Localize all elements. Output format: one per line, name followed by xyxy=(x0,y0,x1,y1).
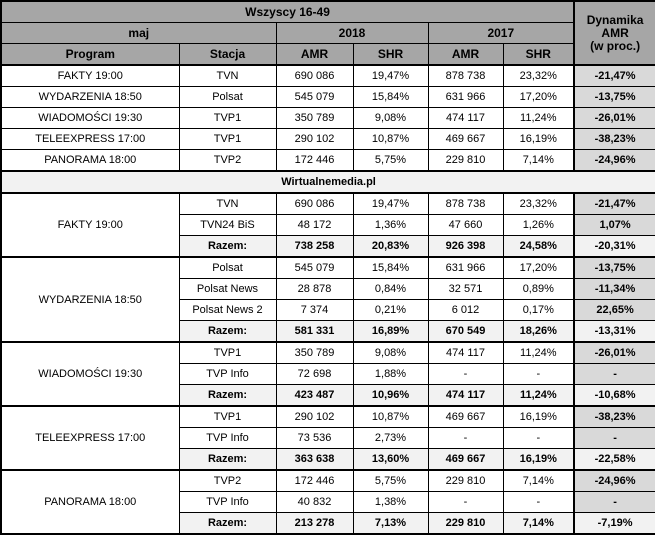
summary-row xyxy=(1,150,655,172)
amr-2018-cell: 72 698 xyxy=(276,364,353,385)
program-cell: FAKTY 19:00 xyxy=(1,65,179,87)
station-cell: TVP2 xyxy=(179,150,276,172)
amr-2017-cell: 32 571 xyxy=(428,279,503,300)
amr-2018-cell: 172 446 xyxy=(276,470,353,492)
total-shr-2017-cell: 24,58% xyxy=(503,236,574,258)
amr-2018-column-header: AMR xyxy=(276,44,353,66)
dynamics-cell: -38,23% xyxy=(574,406,655,428)
shr-2017-cell: 16,19% xyxy=(503,406,574,428)
month-header-cell: maj xyxy=(1,23,276,44)
station-cell: TVP Info xyxy=(179,492,276,513)
shr-2018-cell: 0,21% xyxy=(353,300,428,321)
amr-2018-cell: 350 789 xyxy=(276,108,353,129)
dynamics-header-cell xyxy=(574,1,655,65)
total-amr-2017-cell: 926 398 xyxy=(428,236,503,258)
shr-2018-cell: 1,36% xyxy=(353,215,428,236)
amr-2018-cell: 290 102 xyxy=(276,129,353,150)
total-amr-2018-cell: 738 258 xyxy=(276,236,353,258)
program-column-header: Program xyxy=(1,44,179,66)
program-cell: TELEEXPRESS 17:00 xyxy=(1,129,179,150)
total-amr-2018-cell: 423 487 xyxy=(276,385,353,407)
total-label-cell: Razem: xyxy=(179,321,276,343)
shr-2017-cell: - xyxy=(503,492,574,513)
program-cell: PANORAMA 18:00 xyxy=(1,150,179,172)
shr-2017-cell: 23,32% xyxy=(503,193,574,215)
shr-2017-cell: 16,19% xyxy=(503,129,574,150)
shr-2018-cell: 1,88% xyxy=(353,364,428,385)
section-row xyxy=(1,470,655,492)
shr-2017-cell: 23,32% xyxy=(503,65,574,87)
total-shr-2018-cell: 7,13% xyxy=(353,513,428,535)
amr-2017-cell: 469 667 xyxy=(428,406,503,428)
amr-2017-cell: 474 117 xyxy=(428,342,503,364)
shr-2017-cell: - xyxy=(503,428,574,449)
amr-2017-column-header: AMR xyxy=(428,44,503,66)
dynamics-cell: - xyxy=(574,492,655,513)
source-cell: Wirtualnemedia.pl xyxy=(1,171,655,193)
dynamics-cell: -11,34% xyxy=(574,279,655,300)
amr-2017-cell: 47 660 xyxy=(428,215,503,236)
total-label-cell: Razem: xyxy=(179,513,276,535)
station-cell: TVP1 xyxy=(179,406,276,428)
shr-2018-cell: 15,84% xyxy=(353,87,428,108)
shr-2018-cell: 9,08% xyxy=(353,342,428,364)
shr-2018-cell: 2,73% xyxy=(353,428,428,449)
shr-2018-cell: 5,75% xyxy=(353,470,428,492)
amr-2017-cell: - xyxy=(428,492,503,513)
summary-row xyxy=(1,129,655,150)
amr-2017-cell: 474 117 xyxy=(428,108,503,129)
total-amr-2017-cell: 670 549 xyxy=(428,321,503,343)
year-2017-header-cell: 2017 xyxy=(428,23,574,44)
dynamics-cell: -26,01% xyxy=(574,342,655,364)
dynamics-cell: -13,75% xyxy=(574,87,655,108)
program-cell: WIADOMOŚCI 19:30 xyxy=(1,108,179,129)
shr-2017-cell: 0,17% xyxy=(503,300,574,321)
program-cell: FAKTY 19:00 xyxy=(1,193,179,257)
total-dynamics-cell: -10,68% xyxy=(574,385,655,407)
amr-2018-cell: 40 832 xyxy=(276,492,353,513)
total-label-cell: Razem: xyxy=(179,385,276,407)
station-cell: TVP1 xyxy=(179,129,276,150)
summary-row xyxy=(1,65,655,87)
total-dynamics-cell: -22,58% xyxy=(574,449,655,471)
dynamics-cell: -38,23% xyxy=(574,129,655,150)
dynamics-cell: - xyxy=(574,428,655,449)
program-cell: TELEEXPRESS 17:00 xyxy=(1,406,179,470)
summary-row xyxy=(1,108,655,129)
station-cell: TVP2 xyxy=(179,470,276,492)
amr-2017-cell: - xyxy=(428,428,503,449)
amr-2018-cell: 545 079 xyxy=(276,257,353,279)
program-cell: WYDARZENIA 18:50 xyxy=(1,257,179,342)
station-cell: TVP Info xyxy=(179,364,276,385)
amr-2017-cell: 878 738 xyxy=(428,65,503,87)
shr-2017-cell: 11,24% xyxy=(503,108,574,129)
shr-2017-cell: - xyxy=(503,364,574,385)
shr-2018-cell: 19,47% xyxy=(353,65,428,87)
amr-2017-cell: 631 966 xyxy=(428,87,503,108)
amr-2017-cell: 469 667 xyxy=(428,129,503,150)
dynamics-cell: -26,01% xyxy=(574,108,655,129)
dynamics-header-line2: AMR xyxy=(601,25,629,40)
dynamics-cell: -24,96% xyxy=(574,150,655,172)
dynamics-cell: 1,07% xyxy=(574,215,655,236)
total-amr-2018-cell: 213 278 xyxy=(276,513,353,535)
source-row xyxy=(1,171,655,193)
shr-2017-cell: 1,26% xyxy=(503,215,574,236)
total-amr-2017-cell: 229 810 xyxy=(428,513,503,535)
amr-2018-cell: 73 536 xyxy=(276,428,353,449)
amr-2018-cell: 172 446 xyxy=(276,150,353,172)
section-row xyxy=(1,406,655,428)
shr-2017-cell: 7,14% xyxy=(503,150,574,172)
shr-2018-cell: 10,87% xyxy=(353,406,428,428)
total-amr-2018-cell: 581 331 xyxy=(276,321,353,343)
shr-2018-cell: 5,75% xyxy=(353,150,428,172)
total-dynamics-cell: -20,31% xyxy=(574,236,655,258)
amr-2017-cell: 631 966 xyxy=(428,257,503,279)
dynamics-cell: -21,47% xyxy=(574,193,655,215)
amr-2018-cell: 545 079 xyxy=(276,87,353,108)
total-shr-2017-cell: 16,19% xyxy=(503,449,574,471)
total-shr-2018-cell: 13,60% xyxy=(353,449,428,471)
audience-header-cell: Wszyscy 16-49 xyxy=(1,1,574,23)
dynamics-cell: -21,47% xyxy=(574,65,655,87)
amr-2017-cell: 878 738 xyxy=(428,193,503,215)
amr-2017-cell: - xyxy=(428,364,503,385)
total-shr-2017-cell: 18,26% xyxy=(503,321,574,343)
total-shr-2017-cell: 11,24% xyxy=(503,385,574,407)
total-label-cell: Razem: xyxy=(179,236,276,258)
total-dynamics-cell: -13,31% xyxy=(574,321,655,343)
section-row xyxy=(1,257,655,279)
amr-2018-cell: 7 374 xyxy=(276,300,353,321)
dynamics-cell: -13,75% xyxy=(574,257,655,279)
shr-2018-column-header: SHR xyxy=(353,44,428,66)
station-cell: TVN xyxy=(179,193,276,215)
shr-2017-cell: 0,89% xyxy=(503,279,574,300)
section-row xyxy=(1,342,655,364)
total-amr-2017-cell: 469 667 xyxy=(428,449,503,471)
station-cell: TVN xyxy=(179,65,276,87)
shr-2017-cell: 7,14% xyxy=(503,470,574,492)
station-cell: Polsat News 2 xyxy=(179,300,276,321)
program-cell: WYDARZENIA 18:50 xyxy=(1,87,179,108)
summary-row xyxy=(1,87,655,108)
amr-2018-cell: 350 789 xyxy=(276,342,353,364)
amr-2017-cell: 229 810 xyxy=(428,150,503,172)
station-cell: Polsat News xyxy=(179,279,276,300)
amr-2018-cell: 48 172 xyxy=(276,215,353,236)
shr-2018-cell: 19,47% xyxy=(353,193,428,215)
station-cell: TVP Info xyxy=(179,428,276,449)
shr-2017-column-header: SHR xyxy=(503,44,574,66)
shr-2018-cell: 0,84% xyxy=(353,279,428,300)
total-label-cell: Razem: xyxy=(179,449,276,471)
dynamics-cell: -24,96% xyxy=(574,470,655,492)
total-shr-2018-cell: 20,83% xyxy=(353,236,428,258)
amr-2017-cell: 6 012 xyxy=(428,300,503,321)
dynamics-header-line3: (w proc.) xyxy=(590,38,641,53)
shr-2017-cell: 17,20% xyxy=(503,87,574,108)
station-cell: TVP1 xyxy=(179,108,276,129)
station-cell: Polsat xyxy=(179,87,276,108)
station-cell: TVN24 BiS xyxy=(179,215,276,236)
dynamics-cell: 22,65% xyxy=(574,300,655,321)
amr-2018-cell: 28 878 xyxy=(276,279,353,300)
total-shr-2018-cell: 10,96% xyxy=(353,385,428,407)
shr-2018-cell: 1,38% xyxy=(353,492,428,513)
program-cell: PANORAMA 18:00 xyxy=(1,470,179,534)
year-2018-header-cell: 2018 xyxy=(276,23,428,44)
amr-2017-cell: 229 810 xyxy=(428,470,503,492)
total-amr-2017-cell: 474 117 xyxy=(428,385,503,407)
amr-2018-cell: 290 102 xyxy=(276,406,353,428)
station-cell: TVP1 xyxy=(179,342,276,364)
total-amr-2018-cell: 363 638 xyxy=(276,449,353,471)
station-column-header: Stacja xyxy=(179,44,276,66)
total-dynamics-cell: -7,19% xyxy=(574,513,655,535)
total-shr-2017-cell: 7,14% xyxy=(503,513,574,535)
shr-2018-cell: 10,87% xyxy=(353,129,428,150)
shr-2018-cell: 15,84% xyxy=(353,257,428,279)
amr-2018-cell: 690 086 xyxy=(276,193,353,215)
shr-2017-cell: 11,24% xyxy=(503,342,574,364)
total-shr-2018-cell: 16,89% xyxy=(353,321,428,343)
amr-2018-cell: 690 086 xyxy=(276,65,353,87)
dynamics-cell: - xyxy=(574,364,655,385)
station-cell: Polsat xyxy=(179,257,276,279)
dynamics-header-line1: Dynamika xyxy=(586,12,644,27)
shr-2018-cell: 9,08% xyxy=(353,108,428,129)
section-row xyxy=(1,193,655,215)
program-cell: WIADOMOŚCI 19:30 xyxy=(1,342,179,406)
shr-2017-cell: 17,20% xyxy=(503,257,574,279)
